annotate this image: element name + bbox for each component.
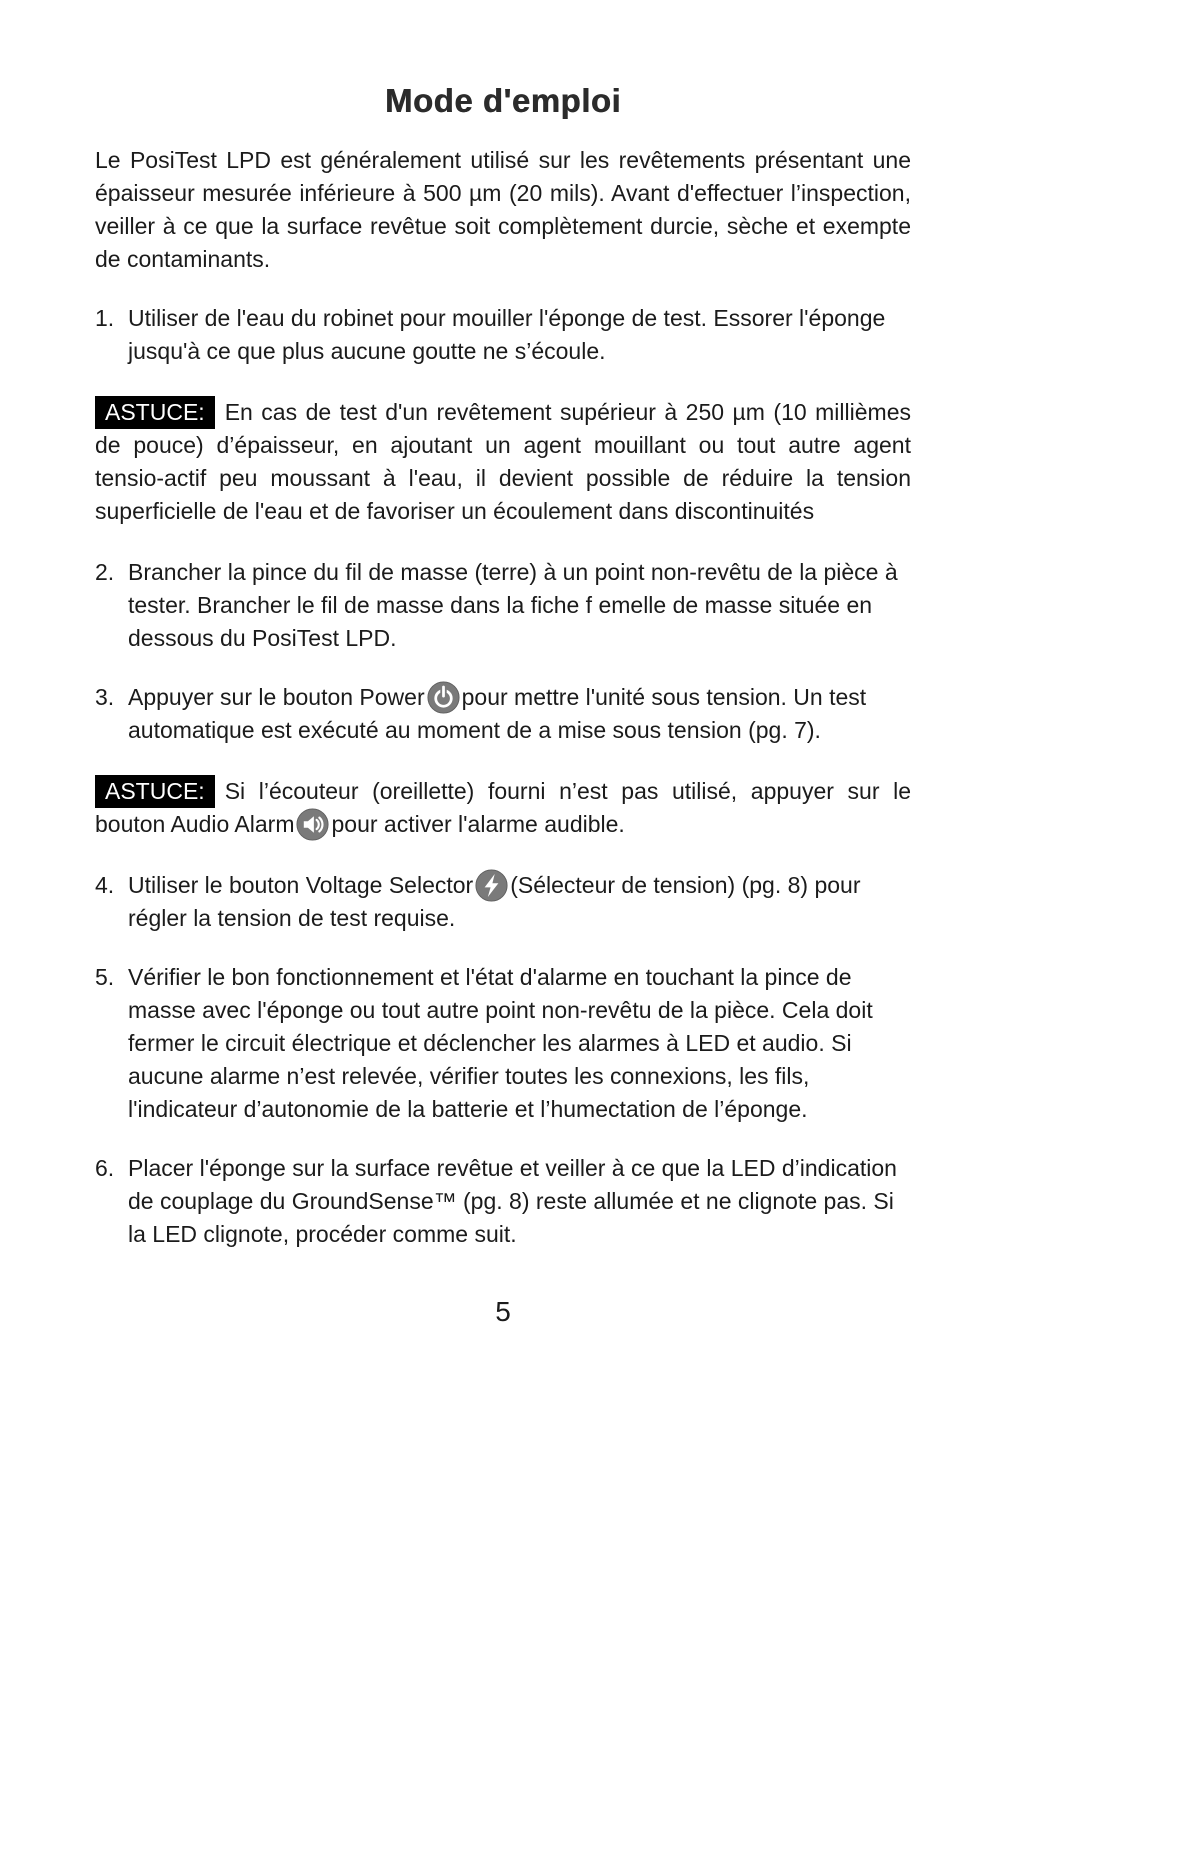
step-6 (95, 1152, 911, 1251)
step-text: Vérifier le bon fonctionnement et l'état d'alarme en touchant la pince de masse avec l'éponge ou tout autre point non-revêtu de la pièce. Cela doit fermer le circuit électrique et déclencher les alarmes à LED et audio. Si aucune alarme n’est relevée, vérifier toutes les connexions, les fils, l'indicateur d’autonomie de la batterie et l’humectation de l’éponge. (128, 964, 873, 1122)
step-5 (95, 961, 911, 1126)
voltage-selector-icon (475, 869, 508, 902)
step-text: Utiliser de l'eau du robinet pour mouiller l'éponge de test. Essorer l'éponge jusqu'à ce que plus aucune goutte ne s’écoule. (128, 305, 886, 364)
page-title: Mode d'emploi (384, 82, 622, 119)
step-text: Placer l'éponge sur la surface revêtue et veiller à ce que la LED d’indication de couplage du GroundSense™ (pg. 8) reste allumée et ne clignote pas. Si la LED clignote, procéder comme suit. (128, 1155, 897, 1247)
step-1 (95, 302, 911, 368)
audio-alarm-icon (296, 808, 329, 841)
step-4 (95, 869, 911, 935)
step-number: 1. (95, 305, 115, 331)
page-content (95, 80, 911, 1328)
step-number: 5. (95, 964, 115, 990)
step-text: (Sélecteur de tension) (pg. 8) pour régler la tension de test requise. (128, 872, 861, 931)
intro-paragraph: Le PosiTest LPD est généralement utilisé sur les revêtements présentant une épaisseur mesurée inférieure à 500 µm (20 mils). Avant d'effectuer l’inspection, veiller à ce que la surface revêtue soit complètement durcie, sèche et exempte de contaminants. (95, 147, 911, 272)
step-number: 4. (95, 872, 115, 898)
step-number: 2. (95, 559, 115, 585)
tip-text: En cas de test d'un revêtement supérieur à 250 µm (10 millièmes de pouce) d’épaisseur, en ajoutant un agent mouillant ou tout autre agent tensio-actif peu moussant à l'eau, il devient possible de réduire la tension superficielle de l'eau et de favoriser un écoulement dans discontinuités (95, 399, 911, 524)
tip-label: ASTUCE: (95, 396, 215, 429)
step-text: Utiliser le bouton Voltage Selector (128, 872, 474, 898)
page-number: 5 (495, 1296, 511, 1327)
tip-note-1 (95, 396, 911, 528)
power-button-icon (427, 681, 460, 714)
step-text: Appuyer sur le bouton Power (128, 684, 425, 710)
tip-note-2 (95, 775, 911, 841)
step-2 (95, 556, 911, 655)
step-text: pour mettre l'unité sous tension. Un test automatique est exécuté au moment de a mise sous tension (pg. 7). (128, 684, 867, 743)
step-number: 3. (95, 684, 115, 710)
tip-text: Si l’écouteur (oreillette) fourni n’est pas utilisé, appuyer sur le bouton Audio Alarm (95, 778, 911, 837)
step-text: Brancher la pince du fil de masse (terre) à un point non-revêtu de la pièce à tester. Brancher le fil de masse dans la fiche f emelle de masse située en dessous du PosiTest LPD. (128, 559, 898, 651)
tip-text: pour activer l'alarme audible. (331, 811, 625, 837)
step-3 (95, 681, 911, 747)
step-number: 6. (95, 1155, 115, 1181)
tip-label: ASTUCE: (95, 775, 215, 808)
